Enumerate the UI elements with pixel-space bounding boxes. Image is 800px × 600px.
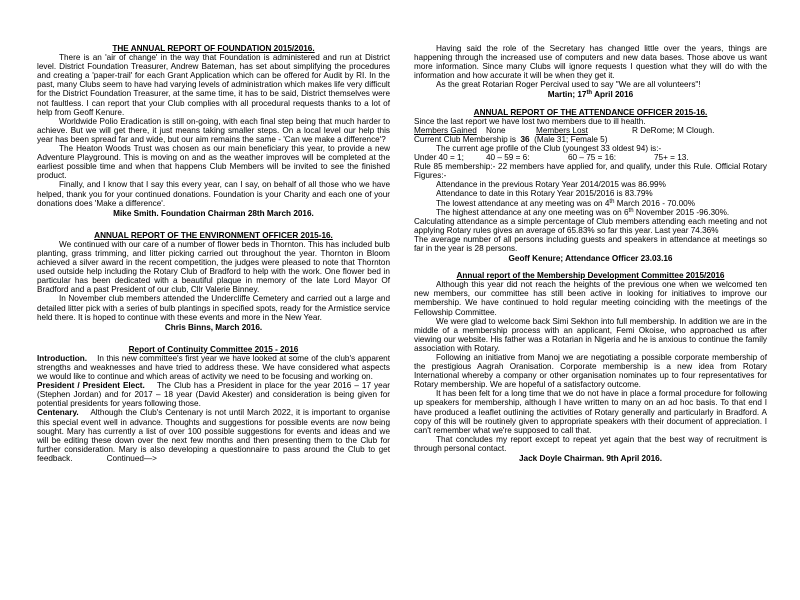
foundation-paragraph: The Heaton Woods Trust was chosen as our main beneficiary this year, to provide a new Adventure Playground. This is moving on and as the weather improves will be completed at the earliest possible time and when that happens Club Members will be invited to see the finished product. — [37, 144, 390, 181]
membership-paragraph: Following an initiative from Manoj we are negotiating a possible corporate membership of the prestigious Aagrah Oranisation. Corporate membership is a new idea from Rotary International whereby a company or other organisation nominates up to four representatives for Rotary membership. We are hopeful of a satisfactory outcome. — [414, 353, 767, 390]
intro-text: In this new committee's first year we have looked at some of the club's apparent strengths and weaknesses and have tried to address these. We have considered what aspects we would like to continue and which areas of activity we need to be focusing and working on. — [37, 353, 390, 382]
environment-paragraph: In November club members attended the Undercliffe Cemetery and carried out a large and detailed litter pick with a series of bulb plantings in specified spots, ready for the Armistice service held there. It is hoped to continue with these events and more in the New Year. — [37, 294, 390, 322]
membership-title: Annual report of the Membership Development Committee 2015/2016 — [456, 271, 725, 281]
gained-value: None — [486, 125, 506, 135]
foundation-title: THE ANNUAL REPORT OF FOUNDATION 2015/2016. — [112, 44, 315, 53]
membership-count: 36 — [520, 134, 530, 144]
continuity-centenary — [37, 408, 390, 463]
secretary-signature: Martin; 17th April 2016 — [547, 90, 634, 100]
membership-prefix: Current Club Membership is — [414, 134, 516, 144]
age-line: The current age profile of the Club (youngest 33 oldest 94) is:- — [436, 143, 662, 153]
centenary-text: Although the Club's Centenary is not until March 2022, it is important to organise this special event well in advance. Thoughts and suggestions for possible events are now being sought. Mary has currently a list of over 100 possible suggestions for events and ideas and we will be editing these down over the next few months and then presenting them to the Club for further consideration. Mary is also developing a questionnaire to pass around the Club to get feedback. — [37, 408, 390, 463]
foundation-signature: Mike Smith. Foundation Chairman 28th March 2016. — [113, 208, 314, 218]
continuity-president — [37, 381, 390, 408]
membership-paragraph: We were glad to welcome back Simi Sekhon into full membership. In addition we are in the middle of a membership process with an applicant, Femi Okoise, who approached us after viewing our website. His father was a Rotarian in Nigeria and he is anxious to continue the family association with Rotary. — [414, 316, 767, 353]
membership-paragraph: That concludes my report except to repeat yet again that the best way of recruitment is through personal contact. — [414, 434, 767, 453]
age-band: 60 – 75 = 16: — [568, 153, 617, 163]
foundation-paragraph: There is an 'air of change' in the way that Foundation is administered and run at District level. District Foundation Treasurer, Andrew Bateman, has set about simplifying the procedures and creating a 'paper-trail' for each Grant Application which can be offered for Audit by RI. In the past, many Clubs seem to have had varying levels of administration which makes life very difficult for the District Foundation Treasurer, at the same time, it has to be said, District themselves were not faultless. I can report that your Club complies with all procedural requests thanks to a lot of help from Geoff Kenure. — [37, 53, 390, 117]
membership-paragraph: It has been felt for a long time that we do not have in place a formal procedure for following up speakers for membership, although I have written to many on an ad hoc basis. To that end I have produced a leaflet outlining the activities of Rotary generally and particularly in Bradford. A copy of this will be routinely given to appropriate speakers with their document of appreciation. I can't remember what we're supposed to call that. — [414, 389, 767, 435]
members-gained-lost-row — [414, 126, 767, 135]
environment-title: ANNUAL REPORT OF THE ENVIRONMENT OFFICER 2015-16. — [94, 230, 333, 240]
attendance-figure: Attendance to date in this Rotary Year 2015/2016 is 83.79% — [436, 189, 653, 199]
gained-label: Members Gained — [414, 125, 477, 135]
president-text: The Club has a President in place for the year 2016 – 17 year (Stephen Jordan) and for 2017 – 18 year (David Akester) and consideration is being given for potential presidents for years following those. — [37, 381, 390, 409]
continuity-title: Report of Continuity Committee 2015 - 2016 — [128, 344, 299, 354]
rule85-line: Rule 85 membership:- 22 members have applied for, and qualify, under this Rule. Official Rotary Figures:- — [414, 162, 767, 181]
continued-note: Continued—> — [106, 453, 157, 463]
foundation-paragraph: Worldwide Polio Eradication is still on-going, with each final step being that much harder to achieve. But we will get there, it just means taking smaller steps. On a local level our help this year has been spread far and wide, but our aim remains the same - 'Can we make a difference'? — [37, 116, 390, 144]
attendance-figure: Attendance in the previous Rotary Year 2014/2015 was 86.99% — [436, 180, 666, 190]
right-column — [414, 44, 767, 463]
membership-suffix: (Male 31; Female 5) — [534, 134, 608, 144]
lost-value: R DeRome; M Clough. — [632, 125, 715, 135]
membership-count-line — [414, 135, 767, 144]
environment-paragraph: We continued with our care of a number of flower beds in Thornton. This has included bulb planting, grass trimming, and litter picking carried out throughout the year. Thornton in Bloom achieved a silver award in the recent competition, the judges were pleased to note that Thornton used outside help including the Rotary Club of Bradford to help with the work. One flower bed in particular has been dedicated with a beautiful plaque in memory of the late Lord Mayor Of Bradford and a past President of our club, Cllr Valerie Binney. — [37, 239, 390, 295]
age-band: 75+ = 13. — [654, 153, 689, 163]
president-label: President / President Elect. — [37, 381, 145, 391]
age-band: 40 – 59 = 6: — [486, 153, 530, 163]
lost-label: Members Lost — [536, 125, 588, 135]
foundation-paragraph: Finally, and I know that I say this every year, can I say, on behalf of all those who we have helped, thank you for your continued donations. Foundation is your Charity and each one of your donations does 'Make a difference'. — [37, 180, 390, 208]
left-column — [37, 44, 390, 463]
secretary-paragraph: Having said the role of the Secretary has changed little over the years, things are happening through the increased use of computers and new data bases. Those above us want more information. Since many Clubs will ignore requests I question what they will do with the information and how accurate it will be when they get it. — [414, 44, 767, 81]
attendance-calc: Calculating attendance as a simple percentage of Club members attending each meeting and not applying Rotary rules gives an average of 65.83% so far this year. Last year 74.36% — [414, 216, 767, 235]
membership-signature: Jack Doyle Chairman. 9th April 2016. — [518, 454, 663, 464]
membership-paragraph: Although this year did not reach the heights of the previous one when we welcomed ten new members, our committee has still been active in looking for initiatives to improve our membership. We have continued to hold regular meeting coinciding with the meetings of the Fellowship Committee. — [414, 280, 767, 317]
environment-signature: Chris Binns, March 2016. — [164, 322, 263, 332]
attendance-lead: Since the last report we have lost two members due to ill health. — [414, 116, 646, 126]
secretary-paragraph: As the great Rotarian Roger Percival used to say "We are all volunteers"! — [436, 80, 701, 90]
attendance-title: ANNUAL REPORT OF THE ATTENDANCE OFFICER 2015-16. — [473, 107, 708, 117]
continuity-introduction — [37, 354, 390, 381]
centenary-label: Centenary. — [37, 408, 79, 418]
intro-label: Introduction. — [37, 353, 88, 363]
age-band: Under 40 = 1; — [414, 153, 464, 163]
highest-attendance: The highest attendance at any one meeting was on 6th November 2015 -96.30%. — [436, 207, 730, 217]
attendance-guests: The average number of all persons including guests and speakers in attendance at meetings so far in the year is 28 persons. — [414, 234, 767, 253]
age-profile-row — [414, 153, 767, 162]
lowest-attendance: The lowest attendance at any meeting was on 4th March 2016 - 70.00% — [436, 198, 695, 208]
attendance-signature: Geoff Kenure; Attendance Officer 23.03.16 — [508, 254, 673, 264]
